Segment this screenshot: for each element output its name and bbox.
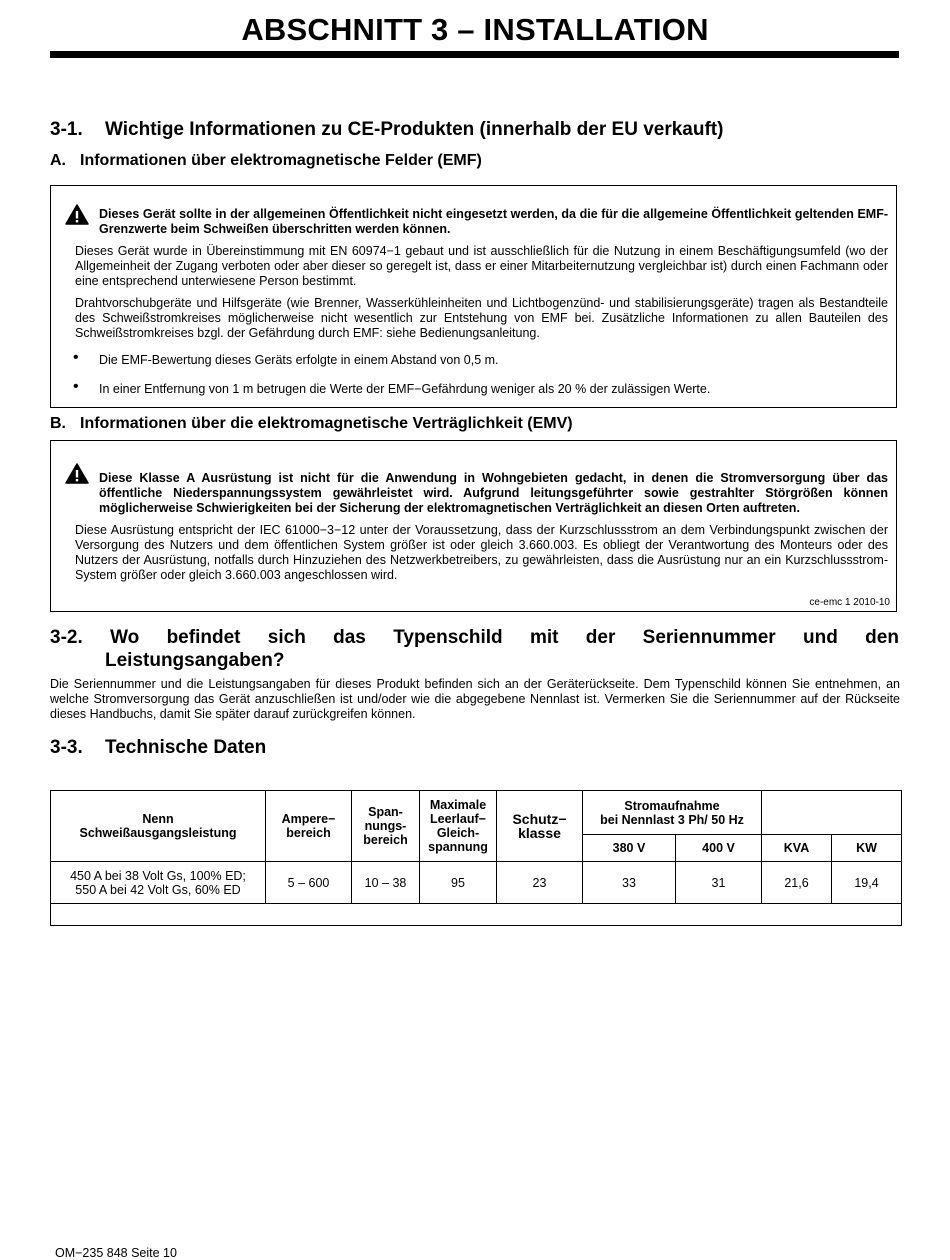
header-380v: 380 V <box>583 835 676 862</box>
cell-empty <box>51 904 902 926</box>
emv-info-box <box>50 440 897 612</box>
section-title-word: der <box>585 627 616 648</box>
subsection-title: Informationen über die elektromagnetische Verträglichkeit (EMV) <box>80 415 573 432</box>
header-kva: KVA <box>762 835 832 862</box>
section-number: 3-1. <box>50 119 83 140</box>
section-number: 3-3. <box>50 737 83 758</box>
cell-380v: 33 <box>583 862 676 904</box>
emf-paragraph-1: Dieses Gerät wurde in Übereinstimmung mit EN 60974−1 gebaut und ist ausschließlich für die Nutzung in einem Beschäftigungsumfeld (wo der Allgemeinheit der Zugang verboten oder aber dieser so geregelt ist, dass er einer Mitarbeiternutzung vergleichbar ist) durch einen Fachmann oder eine entsprechend unterwiesene Person bestimmt. <box>75 244 888 288</box>
section-title-word: Seriennummer <box>642 627 776 648</box>
section-number: 3-2. <box>50 627 83 648</box>
page-title: ABSCHNITT 3 – INSTALLATION <box>241 12 709 47</box>
subsection-title: Informationen über elektromagnetische Felder (EMF) <box>80 152 482 169</box>
section-title-word: das <box>333 627 366 648</box>
header-nenn: Nenn Schweißausgangsleistung <box>51 791 266 862</box>
emv-paragraph-1: Diese Ausrüstung entspricht der IEC 61000−3−12 unter der Voraussetzung, dass der Kurzschlussstrom an dem Verbindungspunkt zwischen der Versorgung des Nutzers und dem öffentlichen System größer ist oder gleich 3.660.003. Es obliegt der Verantwortung des Monteurs oder des Nutzers der Ausrüstung, notfalls durch Hinzuziehen des Netzwerkbetreibers, zu gewährleisten, dass die Ausrüstung nur an ein Kurzschlussstrom-System größer oder gleich 3.660.003 angeschlossen wird. <box>75 523 888 582</box>
technical-data-table <box>50 790 902 926</box>
section-title-word: Wo <box>110 627 140 648</box>
header-schutzklasse: Schutz− klasse <box>497 791 583 862</box>
section-title: Wichtige Informationen zu CE-Produkten (innerhalb der EU verkauft) <box>105 119 724 140</box>
section-3-3-heading <box>50 737 266 759</box>
section-title-word: den <box>865 627 899 648</box>
subsection-letter: A. <box>50 152 66 169</box>
cell-leerlauf: 95 <box>420 862 497 904</box>
title-rule <box>50 51 899 58</box>
section-title-word: Typenschild <box>393 627 503 648</box>
bullet-icon: • <box>73 378 79 395</box>
section-3-2-heading <box>50 626 899 672</box>
section-title-word: mit <box>529 627 559 648</box>
reference-code: ce-emc 1 2010-10 <box>809 597 890 608</box>
subsection-a-heading <box>50 152 482 170</box>
cell-nenn: 450 A bei 38 Volt Gs, 100% ED; 550 A bei 42 Volt Gs, 60% ED <box>51 862 266 904</box>
section-title: Technische Daten <box>105 737 267 758</box>
cell-400v: 31 <box>676 862 762 904</box>
cell-kw: 19,4 <box>832 862 902 904</box>
typenschild-paragraph: Die Seriennummer und die Leistungsangaben für dieses Produkt befinden sich an der Geräterückseite. Dem Typenschild können Sie entnehmen, an welche Stromversorgung das Gerät anzuschließen ist und/oder wie die abgegebene Nennlast ist. Vermerken Sie die Seriennummer auf der Rückseite dieses Handbuchs, damit Sie später darauf zurückgreifen können. <box>50 677 900 721</box>
cell-kva: 21,6 <box>762 862 832 904</box>
header-leerlauf: Maximale Leerlauf− Gleich- spannung <box>420 791 497 862</box>
section-title-word: befindet <box>166 627 241 648</box>
header-spannung: Span- nungs- bereich <box>352 791 420 862</box>
cell-schutzklasse: 23 <box>497 862 583 904</box>
subsection-letter: B. <box>50 415 66 432</box>
subsection-b-heading <box>50 415 573 433</box>
section-title-line-2: Leistungsangaben? <box>105 650 285 671</box>
section-title-word: sich <box>267 627 306 648</box>
page-footer: OM−235 848 Seite 10 <box>55 1246 177 1260</box>
warning-icon <box>65 463 89 484</box>
section-title-word: und <box>803 627 838 648</box>
table-row <box>51 862 902 904</box>
header-kw: KW <box>832 835 902 862</box>
emf-warning-text: Dieses Gerät sollte in der allgemeinen Öffentlichkeit nicht eingesetzt werden, da die für die allgemeine Öffentlichkeit geltenden EMF-Grenzwerte beim Schweißen überschritten werden können. <box>99 207 888 236</box>
header-stromaufnahme: Stromaufnahme bei Nennlast 3 Ph/ 50 Hz <box>583 791 762 835</box>
emv-warning-text: Diese Klasse A Ausrüstung ist nicht für die Anwendung in Wohngebieten gedacht, in denen die Stromversorgung über das öffentliche Niederspannungssystem gewährleistet wird. Aufgrund leitungsgeführter sowie gestrahlter Störgrößen können möglicherweise Schwierigkeiten bei der Sicherung der elektromagnetischen Verträglichkeit an diesen Orten auftreten. <box>99 471 888 515</box>
cell-spannung: 10 – 38 <box>352 862 420 904</box>
emf-paragraph-2: Drahtvorschubgeräte und Hilfsgeräte (wie Brenner, Wasserkühleinheiten und Lichtbogenzünd- und stabilisierungsgeräte) tragen als Bestandteile des Schweißstromkreises möglicherweise nicht wesentlich zur Entstehung von EMF bei. Zusätzliche Informationen zu allen Bauteilen des Schweißstromkreises bzgl. der Gefährdung durch EMF: siehe Bedienungsanleitung. <box>75 296 888 340</box>
header-empty <box>762 791 902 835</box>
warning-icon <box>65 204 89 225</box>
table-row-empty <box>51 904 902 926</box>
cell-ampere: 5 – 600 <box>266 862 352 904</box>
header-ampere: Ampere− bereich <box>266 791 352 862</box>
emf-info-box: Dieses Gerät sollte in der allgemeinen Öffentlichkeit nicht eingesetzt werden, da die für die allgemeine Öffentlichkeit geltenden EMF-Grenzwerte beim Schweißen überschritten werden können. Dieses Gerät wurde in Übereinstimmung mit EN 60974−1 gebaut und ist ausschließlich für die Nutzung in einem Beschäftigungsumfeld (wo der Allgemeinheit der Zugang verboten oder aber dieser so geregelt ist, dass er einer Mitarbeiternutzung vergleichbar ist) durch einen Fachmann oder eine entsprechend unterwiesene Person bestimmt. Drahtvorschubgeräte und Hilfsgeräte (wie Brenner, Wasserkühleinheiten und Lichtbogenzünd- und stabilisierungsgeräte) tragen als Bestandteile des Schweißstromkreises möglicherweise nicht wesentlich zur Entstehung von EMF bei. Zusätzliche Informationen zu allen Bauteilen des Schweißstromkreises bzgl. der Gefährdung durch EMF: siehe Bedienungsanleitung. • Die EMF-Bewertung dieses Geräts erfolgte in einem Abstand von 0,5 m. • In einer Entfernung von 1 m betrugen die Werte der EMF−Gefährdung weniger als 20 % der zulässigen Werte. <box>50 185 897 408</box>
section-title-line-1 <box>50 626 899 649</box>
section-3-1-heading <box>50 119 723 141</box>
header-400v: 400 V <box>676 835 762 862</box>
bullet-icon: • <box>73 349 79 366</box>
